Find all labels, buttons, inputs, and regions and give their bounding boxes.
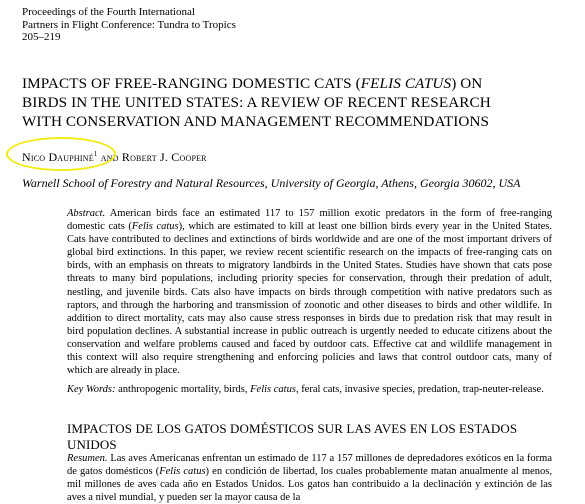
abstract-text-1: American birds face an estimated 117 to 157 million exotic predators in the form of free-ranging domestic cats ( [67, 208, 552, 233]
author-2-name: Robert J. Cooper [121, 150, 207, 164]
author-connector: and [97, 150, 122, 164]
abstract-label: Abstract. [67, 208, 106, 219]
spanish-title: IMPACTOS DE LOS GATOS DOMÉSTICOS SUR LAS AVES EN LOS ESTADOS UNIDOS [67, 421, 518, 452]
affiliation: Warnell School of Forestry and Natural Resources, University of Georgia, Athens, Georgia 30602, USA [22, 176, 521, 190]
resumen-paragraph [67, 452, 552, 504]
proceedings-line-2: Partners in Flight Conference: Tundra to Tropics [22, 18, 236, 31]
resumen-species-name: Felis catus [159, 466, 206, 478]
title-species-name: FELIS CATUS [360, 75, 452, 92]
title-line-3: WITH CONSERVATION AND MANAGEMENT RECOMMENDATIONS [22, 113, 490, 130]
resumen-text-1: Las aves Americanas enfrentan un estimado de 117 a 157 millones de depredadores exóticos en la forma de gatos domésticos ( [67, 453, 552, 478]
author-1-name: Nico Dauphiné [22, 150, 94, 164]
title-line-1-post: ) ON [451, 75, 483, 92]
keywords-text-2: , feral cats, invasive species, predation, trap-neuter-release. [295, 384, 544, 395]
title-line-1 [22, 74, 582, 93]
keywords-paragraph [67, 383, 552, 396]
keywords-label: Key Words: [67, 384, 116, 395]
author-1-footnote-mark: 1 [93, 150, 98, 158]
abstract-text-2: ), which are estimated to kill at least one billion birds every year in the United States. Cats have contributed to declines and extinctions of birds worldwide and are one of the most important drivers of global bird extinctions. In this paper, we review recent scientific research on the impacts of free-ranging cats on birds, with an emphasis on threats to migratory landbirds in the United States. Studies have shown that cats pose threats to many bird populations, including priority species for conservation, through their predation of adult, nestling, and juvenile birds. Cats also have impacts on birds through competition with native predators such as raptors, and through the harboring and transmission of zoonotic and other diseases to birds and other wildlife. In addition to direct mortality, cats may also cause stress responses in birds due to predation risk that may result in bird population declines. A substantial increase in public outreach is urgently needed to educate citizens about the conservation and welfare problems caused and faced by outdoor cats. Effective cat and wildlife management in this context will also require strengthening and enforcing policies and laws that control outdoor cats, many of which are already in place. [67, 221, 552, 377]
keywords-text-1: anthropogenic mortality, birds, [115, 384, 251, 395]
abstract-paragraph [67, 207, 552, 377]
keywords-species-name: Felis catus [250, 384, 296, 395]
resumen-label: Resumen. [67, 453, 108, 464]
proceedings-line-1: Proceedings of the Fourth International [22, 6, 195, 18]
abstract-species-name: Felis catus [131, 221, 179, 233]
author-list [22, 150, 207, 165]
title-line-1-pre: IMPACTS OF FREE-RANGING DOMESTIC CATS ( [22, 75, 361, 92]
title-line-2: BIRDS IN THE UNITED STATES: A REVIEW OF RECENT RESEARCH [22, 94, 491, 111]
resumen-text-2: ) en condición de libertad, los cuales probablemente matan anualmente al menos, mil millones de aves cada año en Estados Unidos. Los gatos han contribuido a la declinación y extinción de las aves a nivel mundial, y pueden ser la mayor causa de la [67, 466, 552, 504]
proceedings-header [22, 6, 236, 44]
paper-title [22, 74, 582, 131]
page-range: 205–219 [22, 31, 61, 43]
